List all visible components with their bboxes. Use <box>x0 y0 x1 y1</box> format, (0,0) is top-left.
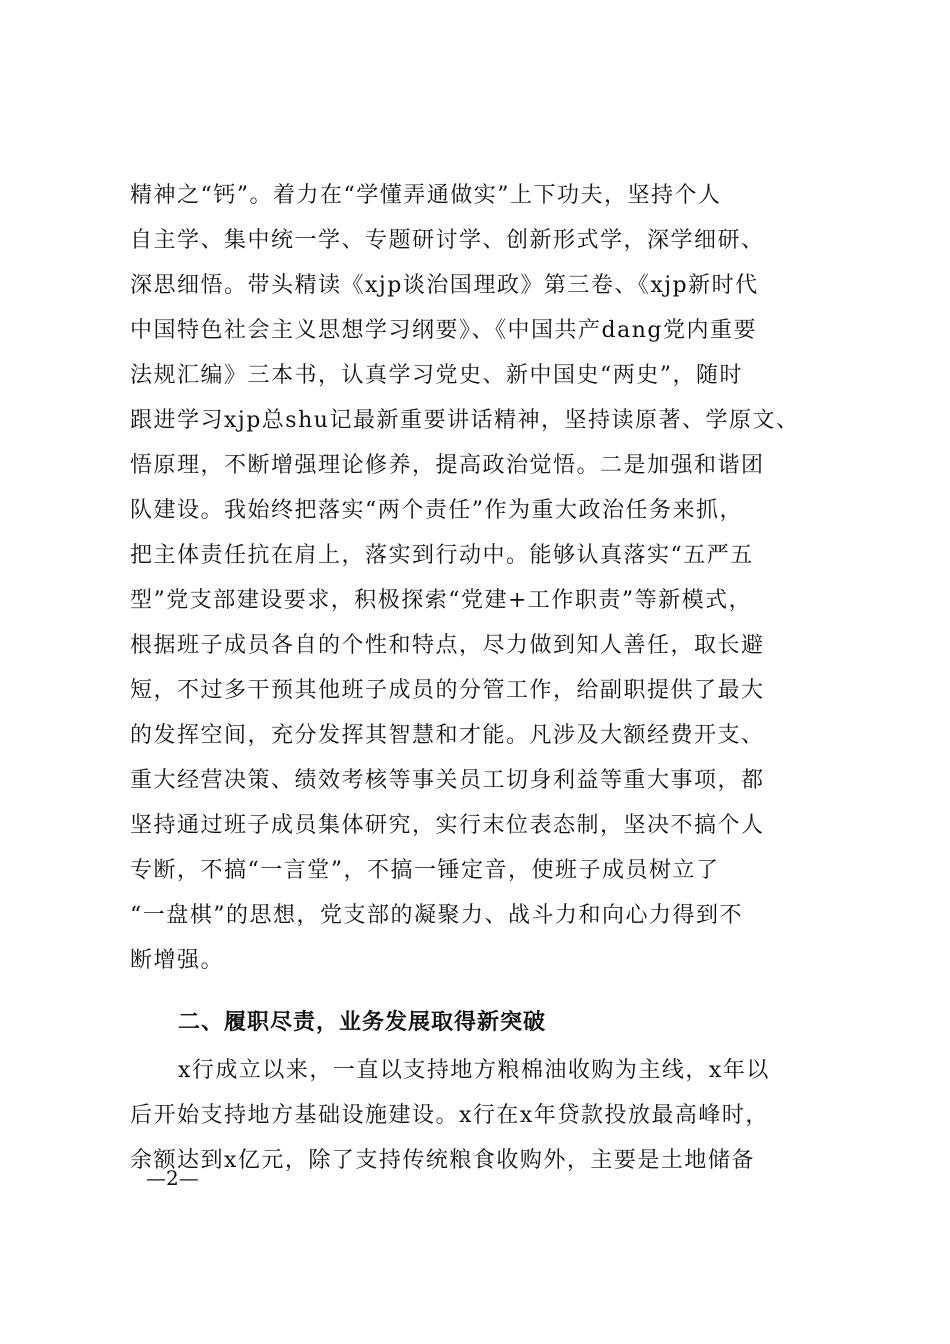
body-line-11: 根据班子成员各自的个性和特点，尽力做到知人善任，取长避 <box>130 633 765 658</box>
body-line-16: 专断，不搞“一言堂”，不搞一锤定音，使班子成员树立了 <box>130 858 720 883</box>
body-line-7: 悟原理，不断增强理论修养，提高政治觉悟。二是加强和谐团 <box>130 453 765 478</box>
body-line-18: 断增强。 <box>130 948 225 973</box>
body-line-4: 中国特色社会主义思想学习纲要》、《中国共产dang党内重要 <box>130 318 757 343</box>
body-line-17: “一盘棋”的思想，党支部的凝聚力、战斗力和向心力得到不 <box>130 903 743 928</box>
section-heading: 二、履职尽责，业务发展取得新突破 <box>178 1010 547 1035</box>
body-line-9: 把主体责任抗在肩上，落实到行动中。能够认真落实“五严五 <box>130 543 754 568</box>
body-line-6: 跟进学习xjp总shu记最新重要讲话精神，坚持读原著、学原文、 <box>130 408 800 433</box>
body-line-5: 法规汇编》三本书，认真学习党史、新中国史“两史”，随时 <box>130 363 743 388</box>
body-line-1: 精神之“钙”。着力在“学懂弄通做实”上下功夫，坚持个人 <box>130 183 722 208</box>
body-line-10: 型”党支部建设要求，积极探索“党建+工作职责”等新模式， <box>130 588 753 613</box>
body-line-3: 深思细悟。带头精读《xjp谈治国理政》第三卷、《xjp新时代 <box>130 273 759 298</box>
body-line-12: 短，不过多干预其他班子成员的分管工作，给副职提供了最大 <box>130 678 765 703</box>
body-line-14: 重大经营决策、绩效考核等事关员工切身利益等重大事项，都 <box>130 768 765 793</box>
body-line-15: 坚持通过班子成员集体研究，实行末位表态制，坚决不搞个人 <box>130 813 765 838</box>
paragraph-line-3: 余额达到x亿元，除了支持传统粮食收购外，主要是土地储备 <box>130 1148 755 1173</box>
paragraph-line-1: x行成立以来，一直以支持地方粮棉油收购为主线，x年以 <box>178 1058 770 1083</box>
page-number: —2— <box>146 1166 199 1190</box>
body-line-2: 自主学、集中统一学、专题研讨学、创新形式学，深学细研、 <box>130 228 765 253</box>
body-line-8: 队建设。我始终把落实“两个责任”作为重大政治任务来抓， <box>130 498 743 523</box>
paragraph-line-2: 后开始支持地方基础设施建设。x行在x年贷款投放最高峰时， <box>130 1103 769 1128</box>
body-line-13: 的发挥空间，充分发挥其智慧和才能。凡涉及大额经费开支、 <box>130 723 765 748</box>
